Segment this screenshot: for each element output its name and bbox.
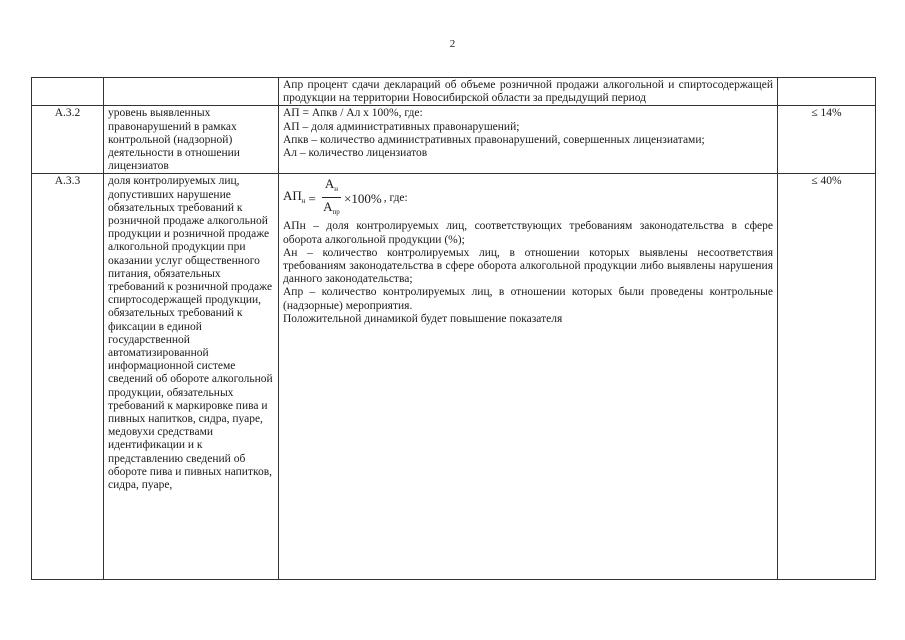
formula	[283, 176, 773, 220]
definition-line: АП – доля административных правонарушений;	[283, 120, 520, 133]
table-row	[32, 78, 876, 106]
indicator-formula-cell	[279, 106, 778, 174]
definition-line: Апкв – количество административных правонарушений, совершенных лицензиатами;	[283, 133, 705, 146]
formula-fraction: $\frac{А_н}{А_{пр}}$	[323, 175, 340, 216]
table-row	[32, 174, 876, 580]
formula-lhs: $АП_н$	[283, 187, 306, 205]
definition-line: Ан – количество контролируемых лиц, в отношении которых выявлены несоответствия требованиям законодательства в сфере оборота алкогольной продукции либо выявлены нарушения данного законодательства;	[283, 246, 773, 286]
definition-line: Положительной динамикой будет повышение показателя	[283, 312, 563, 325]
cell-name-empty	[104, 78, 279, 106]
indicator-target: ≤ 14%	[778, 106, 876, 174]
page-number: 2	[449, 38, 456, 50]
indicators-table	[31, 77, 876, 580]
definition-line: Ал – количество лицензиатов	[283, 147, 428, 160]
formula-suffix: , где:	[383, 191, 408, 204]
definition-line: АПн – доля контролируемых лиц, соответствующих требованиям законодательства в сфере оборота алкогольной продукции (%);	[283, 220, 773, 246]
cell-target-empty	[778, 78, 876, 106]
indicator-code: А.3.2	[32, 106, 104, 174]
indicator-code: А.3.3	[32, 174, 104, 580]
cell-continued-description: Апр процент сдачи деклараций об объеме розничной продажи алкогольной и спиртосодержащей продукции на территории Новосибирской области за предыдущий период	[279, 78, 778, 106]
formula-line: АП = Апкв / Ал х 100%, где:	[283, 107, 423, 120]
indicator-target: ≤ 40%	[778, 174, 876, 580]
table-row	[32, 106, 876, 174]
definition-line: Апр – количество контролируемых лиц, в отношении которых были проведены контрольные (надзорные) мероприятия.	[283, 286, 773, 312]
formula-tail: ×100%	[344, 190, 382, 206]
cell-code-empty	[32, 78, 104, 106]
indicator-name: уровень выявленных правонарушений в рамках контрольной (надзорной) деятельности в отношении лицензиатов	[104, 106, 279, 174]
indicator-name: доля контролируемых лиц, допустивших нарушение обязательных требований к розничной продаже алкогольной продукции и розничной продаже алкогольной продукции при оказании услуг общественного питания, обязательных требований к розничной продаже спиртосодержащей продукции, обязательных требований к фиксации в единой государственной автоматизированной информационной системе сведений об обороте алкогольной продукции, обязательных требований к маркировке пива и пивных напитков, сидра, пуаре, медовухи средствами идентификации и к представлению сведений об обороте пива и пивных напитков, сидра, пуаре,	[104, 174, 279, 580]
indicator-formula-cell	[279, 174, 778, 580]
formula-eq: =	[308, 190, 316, 206]
